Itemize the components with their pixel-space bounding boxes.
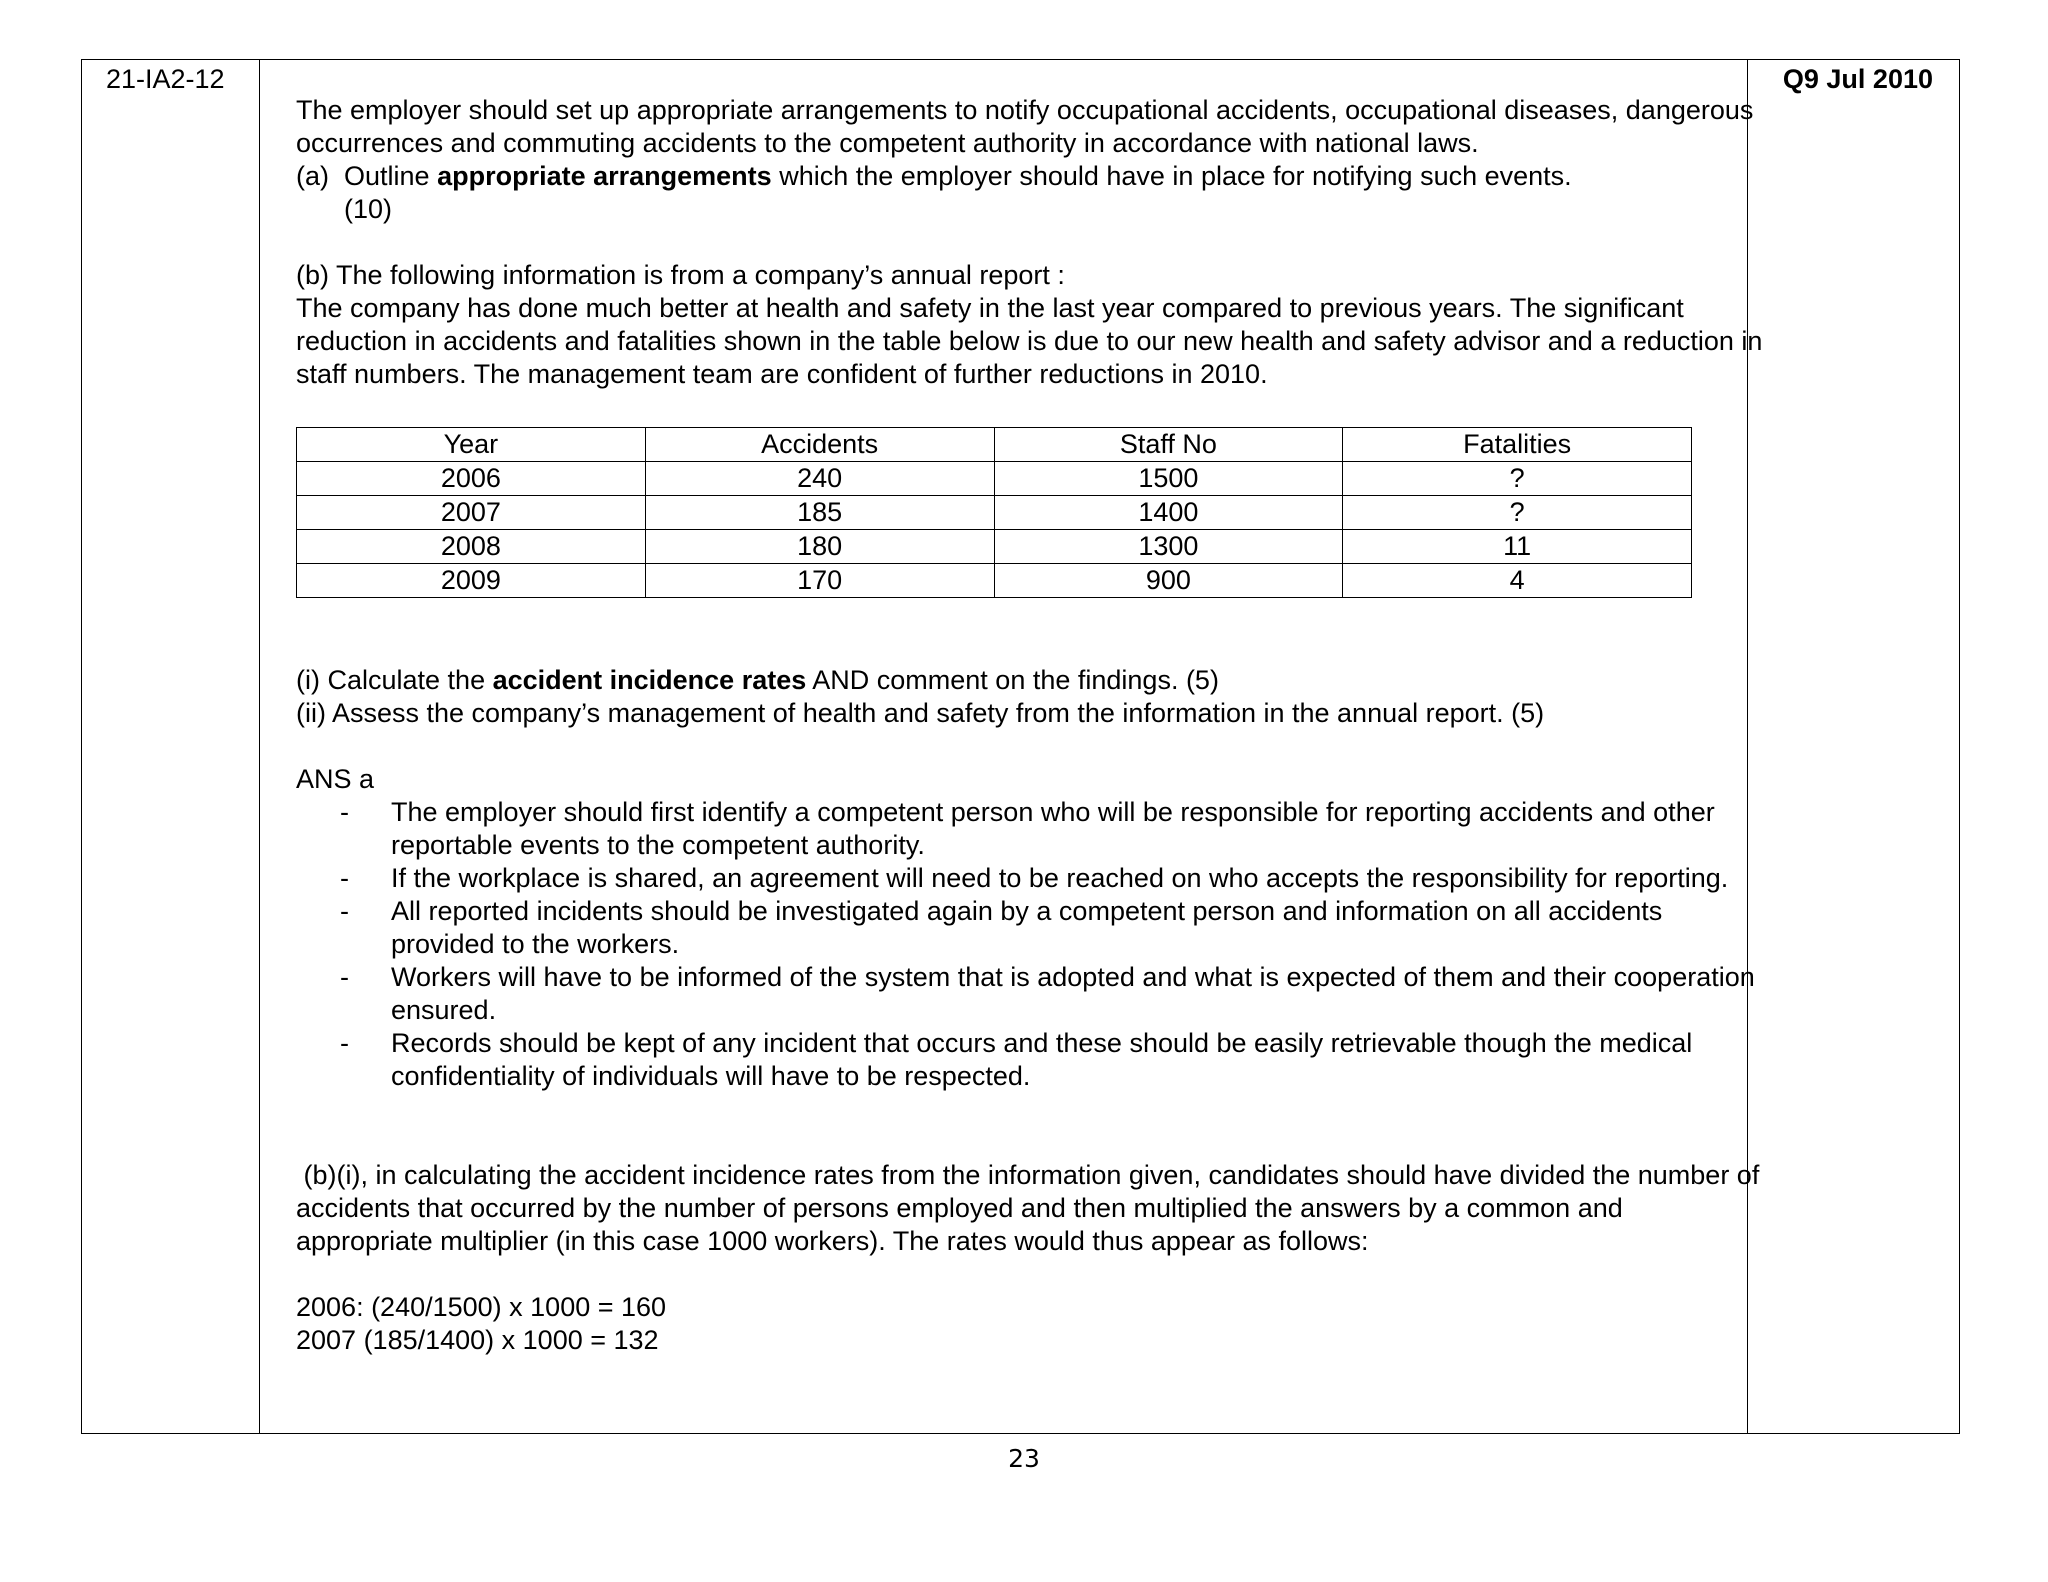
table-cell: 180 (645, 530, 994, 564)
list-item: - All reported incidents should be investigated again by a competent person and information on all accidents provided to the workers. (340, 896, 1663, 959)
list-item: - Workers will have to be informed of the system that is adopted and what is expected of them and their cooperation ensured. (340, 962, 1755, 1025)
table-cell: 900 (994, 564, 1343, 598)
table-cell: ? (1343, 496, 1692, 530)
part-a-label: (a) (296, 161, 329, 191)
part-b-body: The company has done much better at health and safety in the last year compared to previous years. The significant reduction in accidents and fatalities shown in the table below is due to our new health and safety advisor and a reduction in staff numbers. The management team are confident of further reductions in 2010. (296, 293, 1763, 389)
list-item: - Records should be kept of any incident that occurs and these should be easily retrievable though the medical confidentiality of individuals will have to be respected. (340, 1028, 1693, 1091)
table-row (297, 564, 1692, 598)
question-b-i-bold: accident incidence rates (492, 665, 807, 695)
table-cell: 185 (645, 496, 994, 530)
table-header-cell: Staff No (994, 428, 1343, 462)
table-header-cell: Fatalities (1343, 428, 1692, 462)
question-code: 21-IA2-12 (106, 64, 225, 94)
intro-paragraph: The employer should set up appropriate arrangements to notify occupational accidents, occupational diseases, dangerous occurrences and commuting accidents to the competent authority in accordance with national laws. (296, 95, 1754, 158)
part-a-text-after: which the employer should have in place for notifying such events. (779, 161, 1572, 191)
question-b-ii: (ii) Assess the company’s management of health and safety from the information in the annual report. (5) (296, 698, 1545, 728)
table-cell: 4 (1343, 564, 1692, 598)
table-cell: 1400 (994, 496, 1343, 530)
part-b-heading: (b) The following information is from a company’s annual report : (296, 260, 1065, 290)
table-cell: 1500 (994, 462, 1343, 496)
table-cell: 1300 (994, 530, 1343, 564)
answer-b-text: (b)(i), in calculating the accident incidence rates from the information given, candidates should have divided the number of accidents that occurred by the number of persons employed and then multiplied the answers by a common and appropriate multiplier (in this case 1000 workers). The rates would thus appear as follows: (296, 1160, 1760, 1256)
table-cell: 2008 (297, 530, 646, 564)
table-cell: 2006 (297, 462, 646, 496)
table-cell: 2009 (297, 564, 646, 598)
question-content (296, 94, 1766, 1357)
calc-2006: 2006: (240/1500) x 1000 = 160 (296, 1292, 667, 1322)
table-cell: ? (1343, 462, 1692, 496)
table-cell: 170 (645, 564, 994, 598)
question-reference: Q9 Jul 2010 (1782, 64, 1933, 94)
question-b-i: (i) Calculate the accident incidence rates AND comment on the findings. (5) (296, 665, 1219, 695)
table-cell: 2007 (297, 496, 646, 530)
table-row (297, 496, 1692, 530)
question-frame (81, 59, 1960, 1434)
table-row (297, 462, 1692, 496)
table-cell: 240 (645, 462, 994, 496)
left-column-divider (259, 60, 260, 1433)
accident-data-table (296, 427, 1692, 598)
table-header-cell: Accidents (645, 428, 994, 462)
table-header-row (297, 428, 1692, 462)
calc-2007: 2007 (185/1400) x 1000 = 132 (296, 1325, 659, 1355)
part-a-question (296, 160, 1766, 226)
part-a-text-before: Outline (344, 161, 430, 191)
part-a-marks: (10) (344, 194, 393, 224)
list-item: - If the workplace is shared, an agreement will need to be reached on who accepts the responsibility for reporting. (340, 863, 1729, 893)
list-item: - The employer should first identify a competent person who will be responsible for reporting accidents and other reportable events to the competent authority. (340, 797, 1715, 860)
table-header-cell: Year (297, 428, 646, 462)
page-number: 23 (1008, 1444, 1040, 1473)
table-cell: 11 (1343, 530, 1692, 564)
table-row (297, 530, 1692, 564)
part-a-bold-text: appropriate arrangements (437, 161, 772, 191)
answer-a-heading: ANS a (296, 764, 375, 794)
answer-a-list (296, 796, 1766, 1093)
